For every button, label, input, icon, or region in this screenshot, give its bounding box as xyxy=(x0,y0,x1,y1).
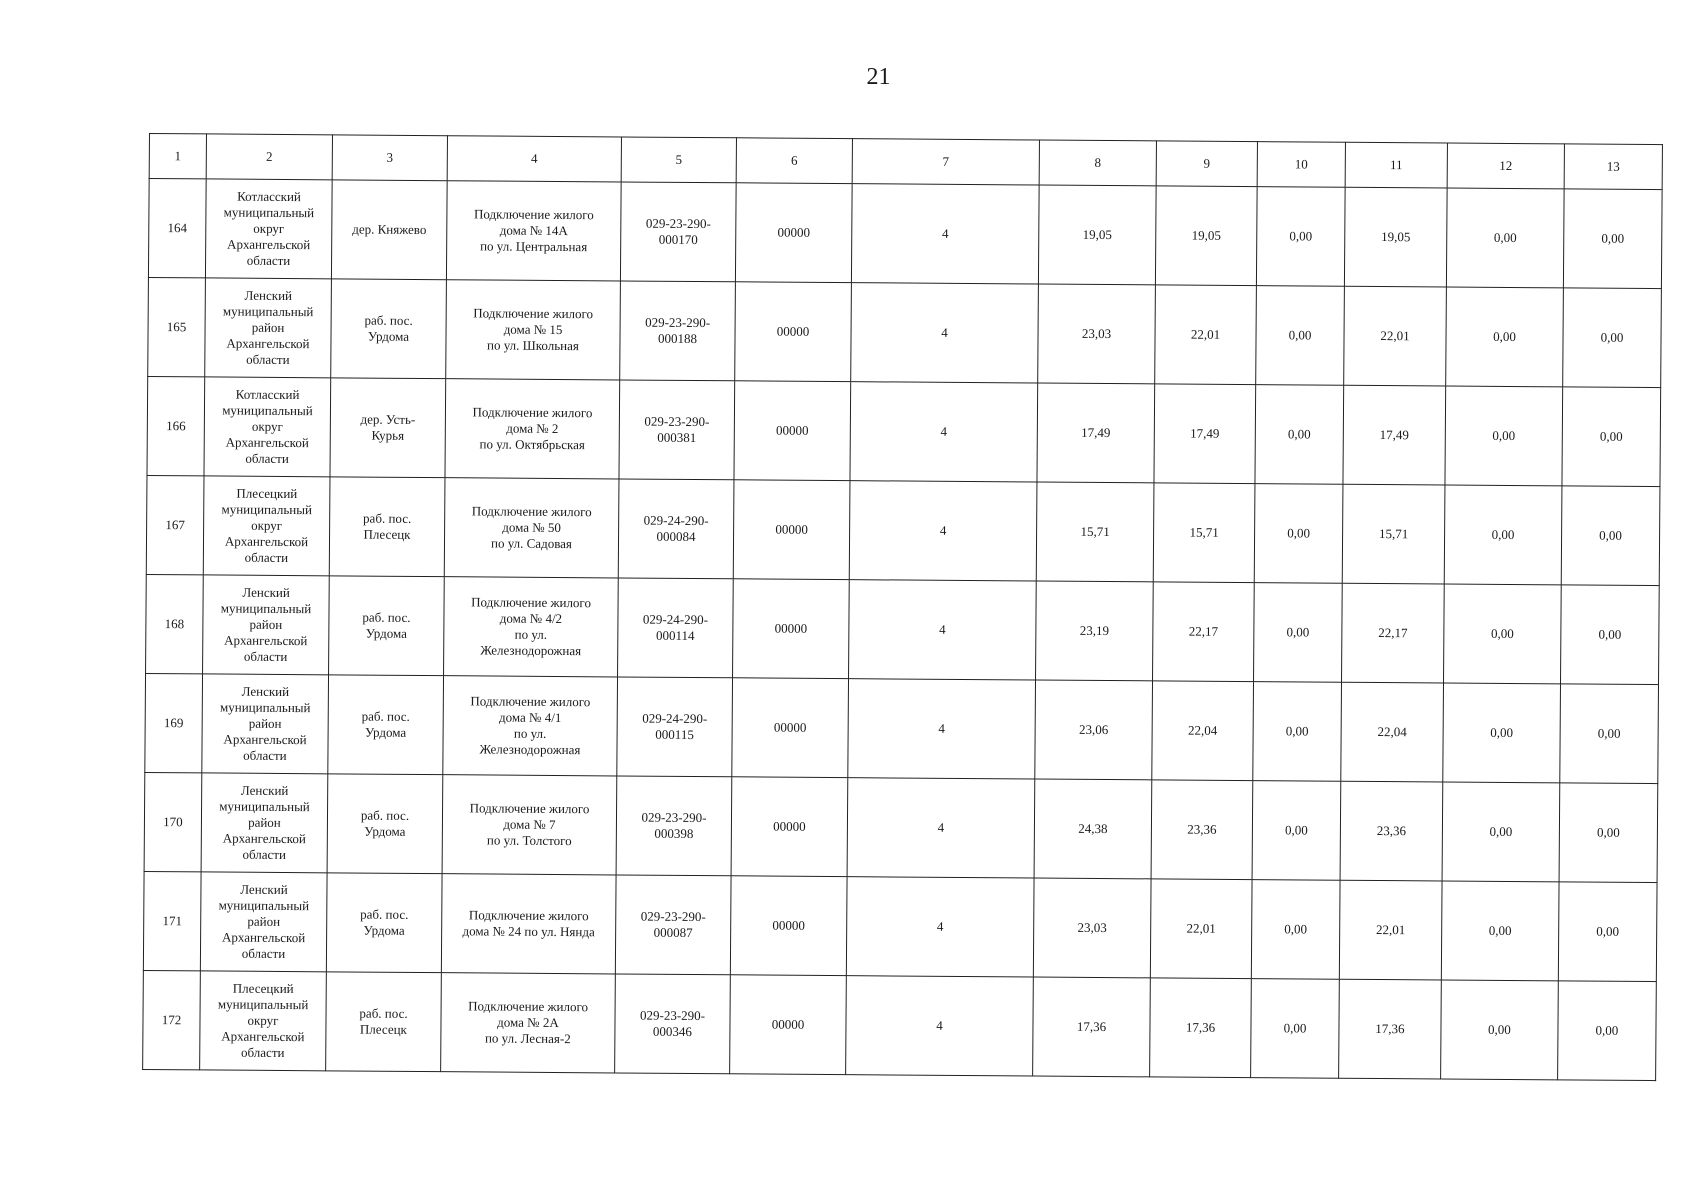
cell-text: Котласский муниципальный округ Архангельской области xyxy=(222,386,313,467)
cell-text: 22,01 xyxy=(1376,922,1406,938)
cell-text: Подключение жилого дома № 14А по ул. Центральная xyxy=(473,206,594,255)
table-cell xyxy=(1036,581,1154,681)
table-cell xyxy=(1033,977,1151,1077)
table-cell xyxy=(146,475,204,574)
cell-text: 0,00 xyxy=(1285,723,1309,739)
table-cell xyxy=(1155,186,1257,286)
cell-text: 0,00 xyxy=(1601,230,1625,246)
table-cell xyxy=(615,974,731,1074)
table-row xyxy=(145,673,1659,783)
cell-text: 24,38 xyxy=(1078,820,1108,837)
cell-text: 00000 xyxy=(772,917,806,933)
cell-text: 00000 xyxy=(773,818,806,834)
cell-text: 0,00 xyxy=(1490,625,1514,642)
table-cell xyxy=(849,481,1037,581)
cell-text: дер. Княжево xyxy=(352,221,427,238)
cell-text: 167 xyxy=(165,517,185,533)
table-cell xyxy=(148,277,206,376)
table-cell xyxy=(849,580,1037,680)
cell-text: 0,00 xyxy=(1289,228,1313,244)
table-cell xyxy=(1150,978,1252,1078)
table-cell xyxy=(1445,386,1563,486)
table-cell xyxy=(147,376,205,475)
table-cell xyxy=(1559,783,1658,883)
table-cell xyxy=(145,673,203,772)
cell-text: 0,00 xyxy=(1284,822,1308,838)
table-cell xyxy=(1446,188,1564,288)
cell-text: Ленский муниципальный район Архангельской области xyxy=(219,782,310,863)
cell-text: 17,49 xyxy=(1379,427,1410,443)
cell-text: 22,01 xyxy=(1186,920,1216,936)
cell-text: 0,00 xyxy=(1595,1022,1619,1038)
table-cell xyxy=(1444,485,1562,585)
table-cell xyxy=(618,479,734,579)
cell-text: 00000 xyxy=(771,1016,805,1032)
cell-text: 0,00 xyxy=(1287,426,1311,442)
cell-text: 22,04 xyxy=(1187,722,1218,738)
table-row xyxy=(148,179,1662,289)
table-cell xyxy=(848,679,1036,779)
table-cell xyxy=(1444,584,1562,684)
cell-text: 00000 xyxy=(775,521,808,537)
table-cell xyxy=(616,776,732,876)
cell-text: 23,19 xyxy=(1079,622,1110,639)
cell-text: раб. пос. Плесецк xyxy=(363,510,412,542)
table-cell xyxy=(618,578,734,678)
table-row xyxy=(143,970,1657,1080)
cell-text: Плесецкий муниципальный округ Архангельской области xyxy=(217,980,309,1061)
cell-text: 029-23-290- 000087 xyxy=(640,908,706,941)
cell-text: 00000 xyxy=(776,323,810,339)
table-cell xyxy=(148,179,206,278)
cell-text: раб. пос. Урдома xyxy=(360,807,410,839)
cell-text: 029-23-290- 000346 xyxy=(639,1007,706,1040)
cell-text: 22,17 xyxy=(1188,623,1219,639)
table-cell xyxy=(1344,187,1447,287)
cell-text: 22,17 xyxy=(1378,625,1408,641)
table-cell xyxy=(442,775,617,875)
table-cell xyxy=(1341,682,1444,782)
cell-text: Ленский муниципальный район Архангельской области xyxy=(218,881,310,962)
cell-text: раб. пос. Урдома xyxy=(364,312,413,344)
table-cell xyxy=(143,970,201,1069)
table-cell xyxy=(144,772,202,871)
column-number-cell: 13 xyxy=(1564,144,1662,190)
cell-text: 19,05 xyxy=(1191,227,1221,243)
cell-text: 0,00 xyxy=(1490,724,1514,741)
cell-text: Ленский муниципальный район Архангельской области xyxy=(220,683,311,764)
cell-text: Котласский муниципальный округ Архангельской области xyxy=(223,188,315,269)
table-cell xyxy=(615,875,731,975)
table-cell xyxy=(1560,684,1659,784)
cell-text: 0,00 xyxy=(1597,725,1621,741)
table-cell xyxy=(203,575,330,675)
cell-text: 165 xyxy=(166,319,187,335)
cell-text: дер. Усть- Курья xyxy=(360,411,416,443)
cell-text: 029-23-290- 000398 xyxy=(641,809,707,842)
table-cell xyxy=(1563,189,1662,289)
table-cell xyxy=(1562,387,1661,487)
cell-text: 4 xyxy=(941,324,948,340)
cell-text: 0,00 xyxy=(1599,428,1623,444)
cell-text: раб. пос. Плесецк xyxy=(359,1005,408,1037)
cell-text: 0,00 xyxy=(1288,327,1312,343)
cell-text: 22,01 xyxy=(1380,328,1410,344)
cell-text: 17,36 xyxy=(1375,1021,1405,1037)
cell-text: 029-24-290- 000084 xyxy=(643,512,709,545)
table-cell xyxy=(1038,284,1156,384)
cell-text: Ленский муниципальный район Архангельской области xyxy=(222,287,314,368)
cell-text: 0,00 xyxy=(1489,823,1513,840)
cell-text: 15,71 xyxy=(1189,524,1219,540)
table-cell xyxy=(1339,979,1442,1079)
cell-text: 0,00 xyxy=(1488,922,1512,939)
table-cell xyxy=(1254,484,1343,584)
registry-table xyxy=(142,133,1663,1081)
cell-text: Плесецкий муниципальный округ Архангельской области xyxy=(221,485,313,566)
cell-text: 4 xyxy=(939,522,947,538)
table-row xyxy=(146,574,1660,684)
cell-text: 15,71 xyxy=(1080,523,1110,540)
table-cell xyxy=(143,871,201,970)
table-cell xyxy=(1560,585,1659,685)
table-cell xyxy=(1441,881,1559,981)
table-cell xyxy=(444,577,619,677)
table-cell xyxy=(1150,879,1252,979)
cell-text: 23,36 xyxy=(1187,821,1217,837)
table-cell xyxy=(1036,482,1154,582)
table-cell xyxy=(201,773,328,873)
cell-text: 0,00 xyxy=(1492,427,1516,444)
table-cell xyxy=(731,777,848,877)
table-cell xyxy=(1446,287,1564,387)
table-cell xyxy=(1254,583,1343,683)
table-cell xyxy=(1155,285,1257,385)
table-cell xyxy=(846,877,1034,977)
table-cell xyxy=(445,379,620,479)
column-number-cell: 6 xyxy=(736,138,852,184)
column-number-cell: 4 xyxy=(447,136,621,182)
cell-text: 15,71 xyxy=(1378,526,1409,542)
cell-text: 22,04 xyxy=(1377,724,1407,740)
table-cell xyxy=(735,183,852,283)
cell-text: 0,00 xyxy=(1488,1021,1511,1038)
table-cell xyxy=(847,778,1035,878)
table-cell xyxy=(1255,385,1344,485)
table-cell xyxy=(732,678,849,778)
table-cell xyxy=(441,874,616,974)
table-cell xyxy=(331,279,447,379)
cell-text: 029-23-290- 000381 xyxy=(644,413,710,446)
table-cell xyxy=(326,873,442,973)
cell-text: Подключение жилого дома № 50 по ул. Садовая xyxy=(471,503,592,552)
table-cell xyxy=(1253,682,1342,782)
table-cell xyxy=(1344,286,1447,386)
table-cell xyxy=(1037,383,1155,483)
table-row xyxy=(143,871,1657,981)
cell-text: 4 xyxy=(936,918,944,934)
registry-body xyxy=(143,134,1663,1081)
table-cell xyxy=(1034,779,1152,879)
cell-text: 23,03 xyxy=(1081,325,1112,342)
table-cell xyxy=(1442,782,1560,882)
cell-text: 17,36 xyxy=(1076,1018,1107,1035)
cell-text: 0,00 xyxy=(1283,1020,1307,1036)
cell-text: Подключение жилого дома № 2А по ул. Лесная-2 xyxy=(468,998,589,1047)
table-cell xyxy=(329,477,445,577)
cell-text: 22,01 xyxy=(1190,326,1221,342)
cell-text: 0,00 xyxy=(1493,229,1517,246)
table-cell xyxy=(1342,583,1445,683)
cell-text: 0,00 xyxy=(1284,921,1308,937)
cell-text: Подключение жилого дома № 7 по ул. Толстого xyxy=(469,800,590,849)
table-cell xyxy=(617,677,733,777)
cell-text: 23,06 xyxy=(1078,721,1109,738)
cell-text: 17,49 xyxy=(1081,424,1111,441)
cell-text: 17,36 xyxy=(1185,1019,1216,1035)
cell-text: 0,00 xyxy=(1599,527,1623,543)
table-cell xyxy=(1441,980,1559,1080)
cell-text: раб. пос. Урдома xyxy=(360,906,409,938)
table-cell xyxy=(203,476,330,576)
cell-text: 029-24-290- 000115 xyxy=(642,710,708,743)
cell-text: 164 xyxy=(167,220,188,236)
table-row xyxy=(144,772,1658,882)
cell-text: 172 xyxy=(161,1012,182,1028)
cell-text: 4 xyxy=(936,1017,943,1033)
table-cell xyxy=(1251,880,1340,980)
cell-text: 0,00 xyxy=(1596,824,1620,840)
cell-text: 4 xyxy=(939,621,946,637)
column-number-cell: 8 xyxy=(1039,140,1156,186)
cell-text: 00000 xyxy=(776,422,809,438)
table-cell xyxy=(1153,582,1255,682)
table-cell xyxy=(1252,781,1341,881)
cell-text: 0,00 xyxy=(1286,624,1310,640)
registry-sheet xyxy=(142,133,1662,1081)
cell-text: Подключение жилого дома № 4/2 по ул. Железнодорожная xyxy=(471,594,592,659)
table-cell xyxy=(200,971,327,1071)
cell-text: 19,05 xyxy=(1381,229,1411,245)
table-cell xyxy=(734,381,851,481)
table-cell xyxy=(1340,781,1443,881)
cell-text: 23,36 xyxy=(1376,823,1407,839)
table-row xyxy=(147,376,1661,486)
cell-text: 029-23-290- 000170 xyxy=(645,215,711,248)
table-cell xyxy=(1152,681,1254,781)
table-cell xyxy=(1153,483,1255,583)
cell-text: Подключение жилого дома № 15 по ул. Школьная xyxy=(473,305,594,354)
column-number-cell: 3 xyxy=(332,135,447,181)
table-cell xyxy=(1443,683,1561,783)
table-cell xyxy=(1256,286,1345,386)
cell-text: 17,49 xyxy=(1190,425,1220,441)
cell-text: 0,00 xyxy=(1600,329,1624,345)
column-number-cell: 10 xyxy=(1257,142,1345,188)
table-cell xyxy=(1251,979,1340,1079)
cell-text: 170 xyxy=(163,814,183,830)
table-cell xyxy=(735,282,852,382)
cell-text: 0,00 xyxy=(1598,626,1622,642)
table-cell xyxy=(330,378,446,478)
table-cell xyxy=(1151,780,1253,880)
cell-text: Подключение жилого дома № 2 по ул. Октябрьская xyxy=(472,404,593,453)
table-row xyxy=(148,277,1662,387)
cell-text: 19,05 xyxy=(1082,226,1112,243)
table-cell xyxy=(328,675,444,775)
cell-text: 4 xyxy=(937,819,945,835)
table-cell xyxy=(204,377,331,477)
page-number: 21 xyxy=(866,64,891,90)
cell-text: 00000 xyxy=(774,620,808,636)
column-number-cell: 7 xyxy=(852,139,1039,185)
cell-text: 166 xyxy=(166,418,186,434)
table-cell xyxy=(733,480,850,580)
table-cell xyxy=(1035,680,1153,780)
table-cell xyxy=(327,774,443,874)
table-cell xyxy=(446,181,621,281)
column-number-cell: 5 xyxy=(621,137,736,183)
table-row xyxy=(146,475,1660,585)
cell-text: 0,00 xyxy=(1491,526,1515,543)
cell-text: 0,00 xyxy=(1493,328,1516,345)
cell-text: 23,03 xyxy=(1077,919,1107,936)
cell-text: Ленский муниципальный район Архангельской области xyxy=(220,584,312,665)
table-cell xyxy=(205,278,332,378)
table-cell xyxy=(1154,384,1256,484)
cell-text: 4 xyxy=(940,423,948,439)
cell-text: 169 xyxy=(163,715,184,731)
cell-text: Подключение жилого дома № 24 по ул. Нянда xyxy=(462,907,595,940)
cell-text: 00000 xyxy=(773,719,807,735)
column-number-cell: 2 xyxy=(206,134,332,180)
table-cell xyxy=(730,876,847,976)
cell-text: 4 xyxy=(938,720,945,736)
cell-text: 029-24-290- 000114 xyxy=(642,611,709,644)
table-cell xyxy=(850,382,1038,482)
table-cell xyxy=(730,975,847,1075)
cell-text: 00000 xyxy=(777,224,811,240)
table-cell xyxy=(446,280,621,380)
cell-text: 0,00 xyxy=(1596,923,1620,939)
table-cell xyxy=(331,180,447,280)
column-number-cell: 1 xyxy=(149,134,206,179)
table-cell xyxy=(441,973,616,1073)
table-cell xyxy=(1342,484,1445,584)
column-number-cell: 9 xyxy=(1156,141,1257,187)
cell-text: 4 xyxy=(941,225,949,241)
table-cell xyxy=(1558,882,1657,982)
table-cell xyxy=(620,182,736,282)
table-cell xyxy=(1558,981,1657,1081)
table-cell xyxy=(851,283,1039,383)
column-number-cell: 12 xyxy=(1447,143,1564,189)
table-cell xyxy=(326,972,442,1072)
table-cell xyxy=(444,478,619,578)
table-cell xyxy=(851,184,1039,284)
table-cell xyxy=(1033,878,1151,978)
cell-text: раб. пос. Урдома xyxy=(361,708,410,740)
table-cell xyxy=(1256,187,1345,287)
table-cell xyxy=(619,380,735,480)
cell-text: Подключение жилого дома № 4/1 по ул. Железнодорожная xyxy=(470,693,591,758)
table-cell xyxy=(443,676,618,776)
cell-text: 029-23-290- 000188 xyxy=(645,314,711,347)
table-cell xyxy=(846,976,1034,1076)
table-cell xyxy=(620,281,736,381)
column-number-cell: 11 xyxy=(1345,142,1447,188)
cell-text: раб. пос. Урдома xyxy=(362,609,411,641)
cell-text: 0,00 xyxy=(1287,525,1311,541)
table-cell xyxy=(205,179,332,279)
table-cell xyxy=(202,674,329,774)
table-cell xyxy=(146,574,204,673)
table-cell xyxy=(1343,385,1446,485)
table-cell xyxy=(1038,185,1156,285)
table-cell xyxy=(200,872,327,972)
table-cell xyxy=(329,576,445,676)
cell-text: 171 xyxy=(162,913,183,929)
table-cell xyxy=(1561,486,1660,586)
table-cell xyxy=(1563,288,1662,388)
cell-text: 168 xyxy=(164,616,185,632)
table-cell xyxy=(733,579,850,679)
table-cell xyxy=(1339,880,1442,980)
